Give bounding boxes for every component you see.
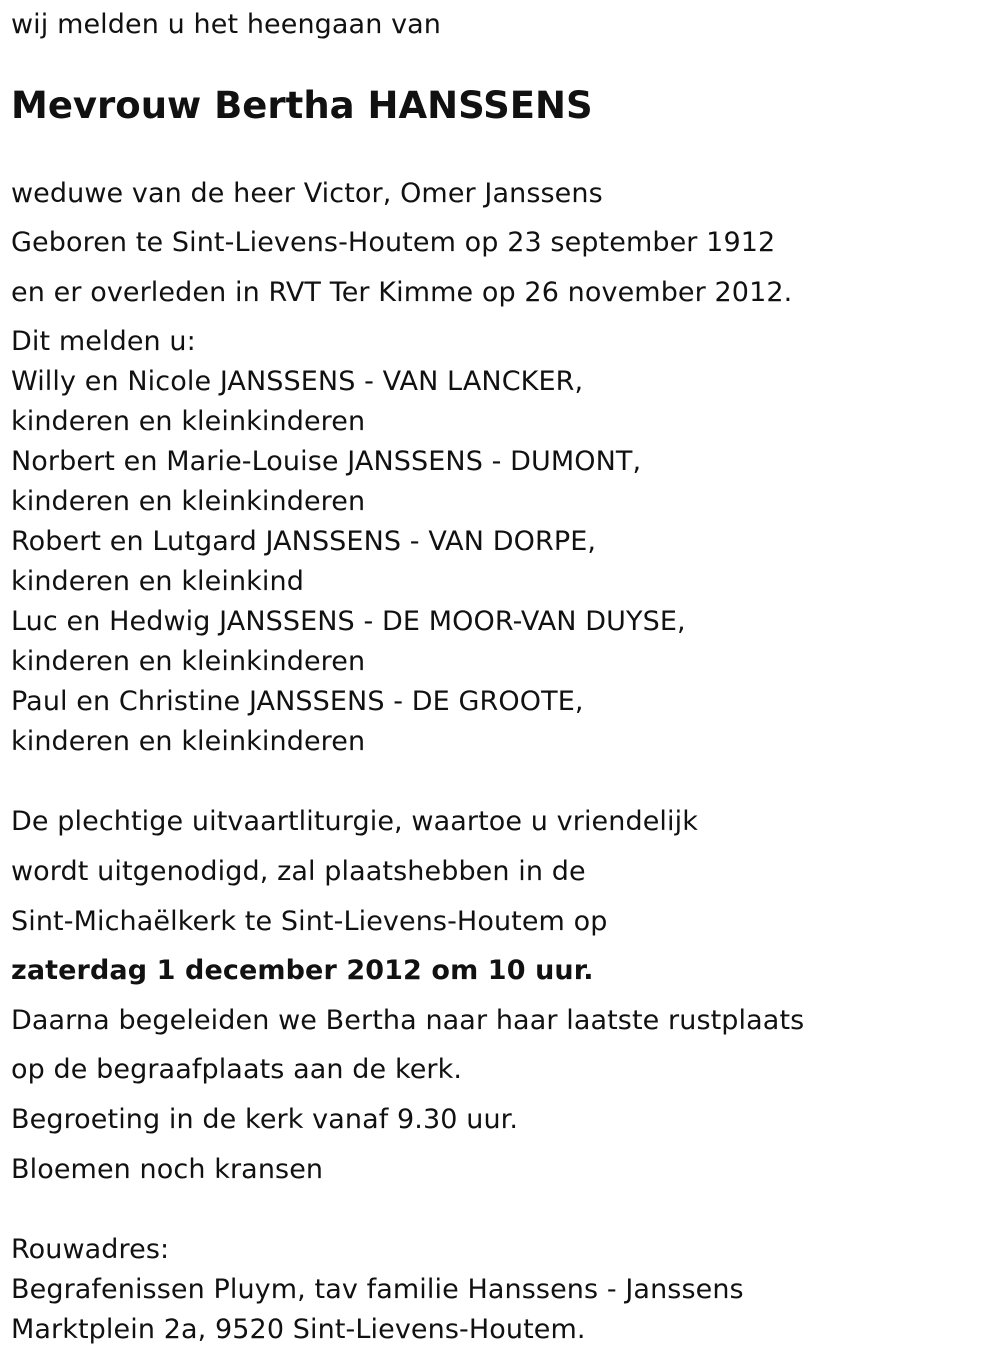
family-intro: Dit melden u: [11,326,196,357]
family-line: kinderen en kleinkinderen [11,646,366,677]
family-line: Luc en Hedwig JANSSENS - DE MOOR-VAN DUYSE, [11,606,686,637]
detail-widow: weduwe van de heer Victor, Omer Janssens [11,178,603,209]
ceremony-date: zaterdag 1 december 2012 om 10 uur. [11,955,594,986]
ceremony-line: wordt uitgenodigd, zal plaatshebben in de [11,856,586,887]
obituary-intro: wij melden u het heengaan van [11,9,442,40]
after-line: Begroeting in de kerk vanaf 9.30 uur. [11,1104,519,1135]
family-line: Willy en Nicole JANSSENS - VAN LANCKER, [11,366,584,397]
family-line: kinderen en kleinkinderen [11,486,366,517]
address-label: Rouwadres: [11,1234,170,1265]
detail-death: en er overleden in RVT Ter Kimme op 26 november 2012. [11,277,793,308]
family-line: Norbert en Marie-Louise JANSSENS - DUMONT, [11,446,642,477]
family-line: kinderen en kleinkinderen [11,726,366,757]
family-line: Paul en Christine JANSSENS - DE GROOTE, [11,686,584,717]
family-line: Robert en Lutgard JANSSENS - VAN DORPE, [11,526,597,557]
family-line: kinderen en kleinkind [11,566,304,597]
ceremony-line: De plechtige uitvaartliturgie, waartoe u vriendelijk [11,806,698,837]
ceremony-line: Sint-Michaëlkerk te Sint-Lievens-Houtem op [11,906,608,937]
after-line: Daarna begeleiden we Bertha naar haar laatste rustplaats [11,1005,805,1036]
address-line: Begrafenissen Pluym, tav familie Hanssens - Janssens [11,1274,744,1305]
detail-birth: Geboren te Sint-Lievens-Houtem op 23 september 1912 [11,227,776,258]
deceased-name: Mevrouw Bertha HANSSENS [11,84,593,127]
address-line: Marktplein 2a, 9520 Sint-Lievens-Houtem. [11,1314,586,1345]
family-line: kinderen en kleinkinderen [11,406,366,437]
after-line: op de begraafplaats aan de kerk. [11,1054,463,1085]
after-line: Bloemen noch kransen [11,1154,324,1185]
